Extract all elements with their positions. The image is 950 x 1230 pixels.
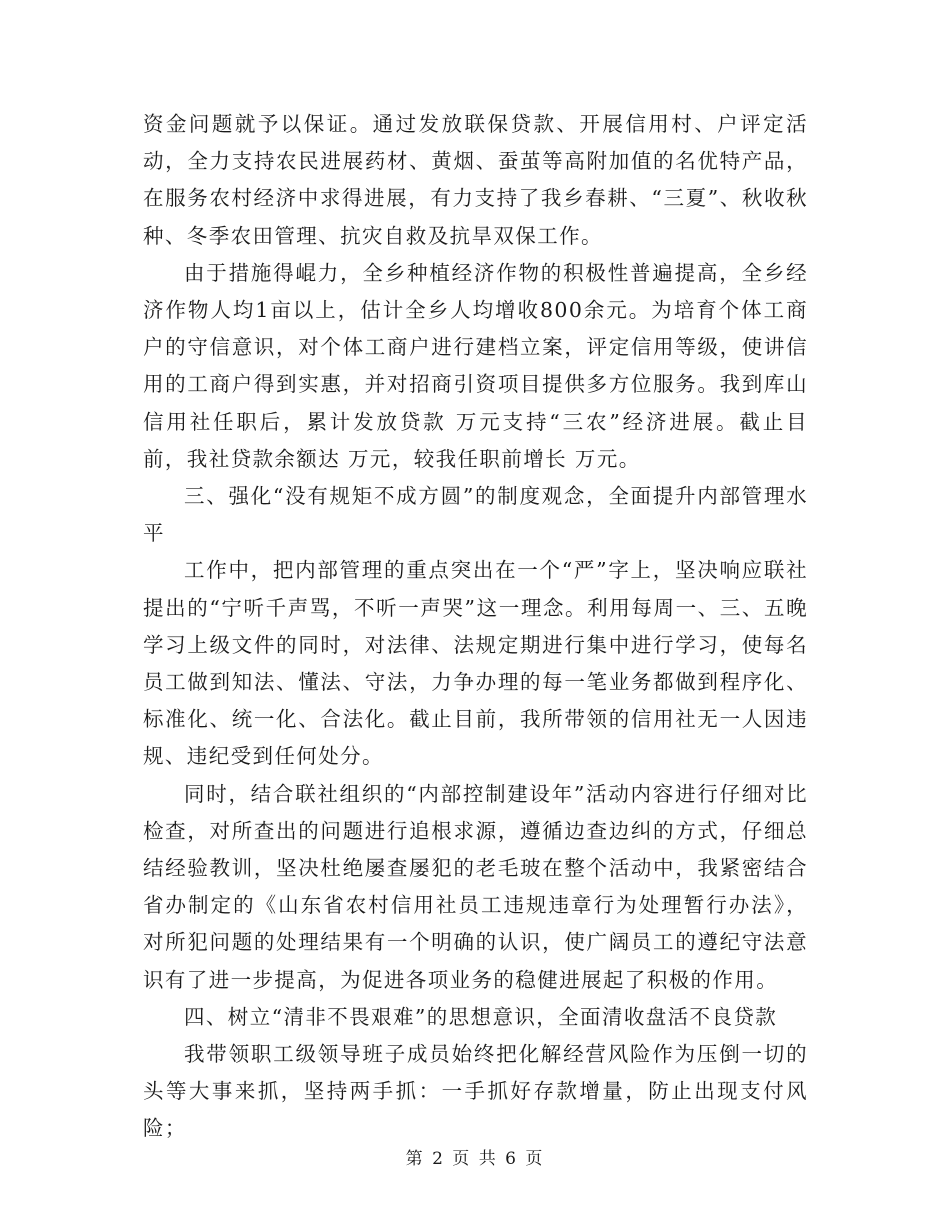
paragraph-internal-management: 工作中，把内部管理的重点突出在一个“严”字上，坚决响应联社提出的“宁听千声骂，不听一声哭”这一理念。利用每周一、三、五晚学习上级文件的同时，对法律、法规定期进行集中进行学习，使每名员工做到知法、懂法、守法，力争办理的每一笔业务都做到程序化、标准化、统一化、合法化。截止目前，我所带领的信用社无一人因违规、违纪受到任何处分。 <box>143 558 808 769</box>
section-heading-three: 三、强化“没有规矩不成方圆”的制度观念，全面提升内部管理水平 <box>143 484 808 546</box>
paragraph-internal-control: 同时，结合联社组织的“内部控制建设年”活动内容进行仔细对比检查，对所查出的问题进行追根求源，遵循边查边纠的方式，仔细总结经验教训，坚决杜绝屡查屡犯的老毛玻在整个活动中，我紧密结合省办制定的《山东省农村信用社员工违规违章行为处理暂行办法》，对所犯问题的处理结果有一个明确的认识，使广阔员工的遵纪守法意识有了进一步提高，为促进各项业务的稳健进展起了积极的作用。 <box>143 781 808 992</box>
page-number: 第 2 页 共 6 页 <box>405 1149 545 1169</box>
paragraph-risk: 我带领职工级领导班子成员始终把化解经营风险作为压倒一切的头等大事来抓，坚持两手抓：一手抓好存款增量，防止出现支付风险； <box>143 1042 808 1141</box>
document-body <box>143 106 808 1148</box>
paragraph-crops: 由于措施得崐力，全乡种植经济作物的积极性普遍提高，全乡经济作物人均1亩以上，估计全乡人均增收800余元。为培育个体工商户的守信意识，对个体工商户进行建档立案，评定信用等级，使讲信用的工商户得到实惠，并对招商引资项目提供多方位服务。我到库山信用社任职后，累计发放贷款 万元支持“三农”经济进展。截止目前，我社贷款余额达 万元，较我任职前增长 万元。 <box>143 260 808 471</box>
paragraph-continued: 资金问题就予以保证。通过发放联保贷款、开展信用村、户评定活动，全力支持农民进展药材、黄烟、蚕茧等高附加值的名优特产品，在服务农村经济中求得进展，有力支持了我乡春耕、“三夏”、秋收秋种、冬季农田管理、抗灾自救及抗旱双保工作。 <box>143 112 808 248</box>
section-heading-four: 四、树立“清非不畏艰难”的思想意识，全面清收盘活不良贷款 <box>184 1004 778 1029</box>
